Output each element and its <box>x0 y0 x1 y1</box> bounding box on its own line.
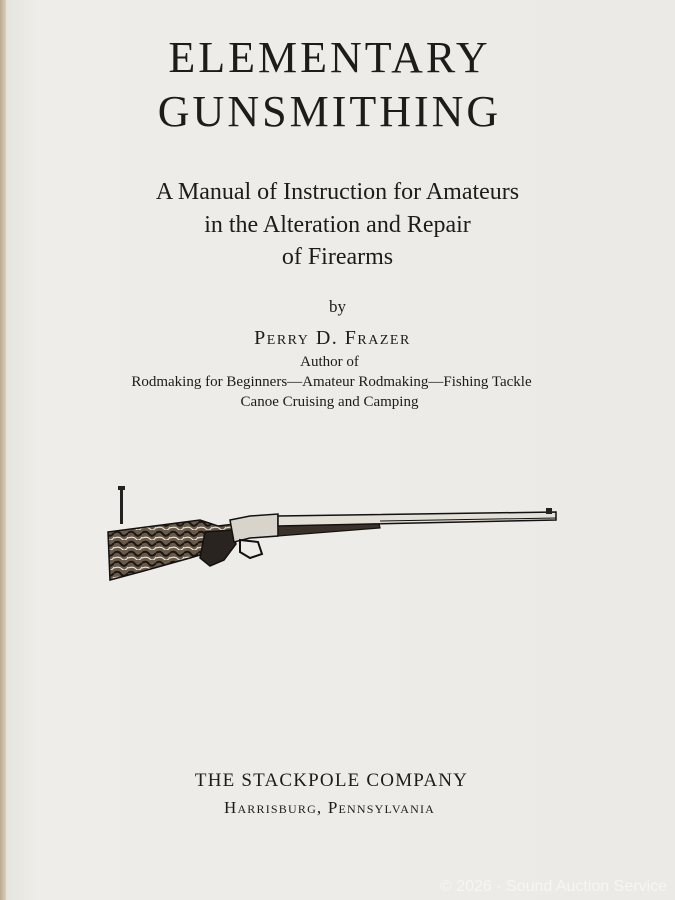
author-name: Perry D. Frazer <box>254 327 411 349</box>
other-works-line-1: Rodmaking for Beginners—Amateur Rodmaking—Fishing Tackle <box>131 374 532 390</box>
subtitle-line-3: of Firearms <box>281 244 394 270</box>
subtitle-line-2: in the Alteration and Repair <box>204 212 471 238</box>
book-title-line-2: GUNSMITHING <box>157 87 502 136</box>
author-of-label: Author of <box>300 354 359 370</box>
other-works-line-2: Canoe Cruising and Camping <box>240 394 419 410</box>
publisher-name: THE STACKPOLE COMPANY <box>194 770 469 791</box>
rifle-illustration-icon <box>100 480 570 590</box>
byline-by: by <box>329 297 346 316</box>
book-title-line-1: ELEMENTARY <box>168 33 491 82</box>
publisher-city: Harrisburg, Pennsylvania <box>223 798 436 817</box>
subtitle-line-1: A Manual of Instruction for Amateurs <box>155 179 520 205</box>
watermark: © 2026 - Sound Auction Service <box>439 878 667 895</box>
